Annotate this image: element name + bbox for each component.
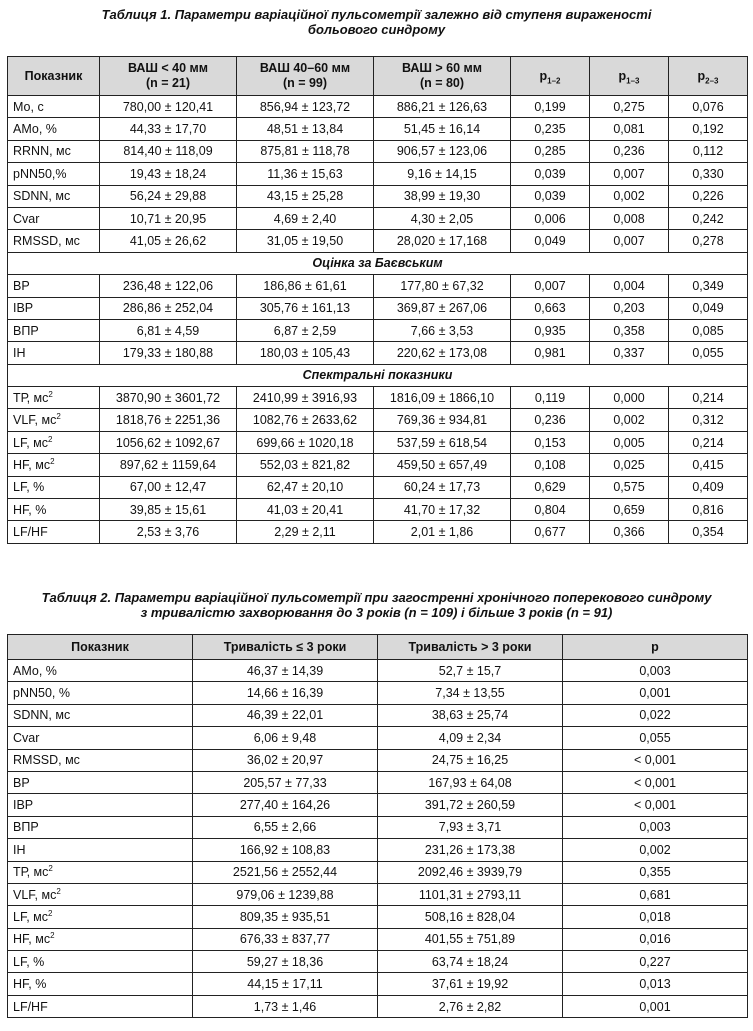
p23-cell: 0,349 — [669, 275, 748, 297]
table1-caption-line2: больового синдрому — [307, 22, 446, 37]
table1-header-group1: ВАШ < 40 мм (n = 21) — [100, 57, 237, 96]
table1-header-indicator: Показник — [8, 57, 100, 96]
indicator-cell: LF, % — [8, 951, 193, 973]
indicator-cell: ТР, $мс^2$ — [8, 387, 100, 409]
table1-header-p13: $p_{1-3}$ — [590, 57, 669, 96]
value-cell-short: 46,39 ± 22,01 — [193, 704, 378, 726]
table-row — [8, 499, 748, 521]
p-cell: 0,003 — [563, 816, 748, 838]
p-cell: 0,001 — [563, 682, 748, 704]
value-cell-short: 676,33 ± 837,77 — [193, 928, 378, 950]
table-row — [8, 96, 748, 118]
table-row — [8, 476, 748, 498]
value-cell-group1: 3870,90 ± 3601,72 — [100, 387, 237, 409]
table1 — [7, 56, 748, 544]
value-cell-group1: 19,43 ± 18,24 — [100, 163, 237, 185]
indicator-cell: Cvar — [8, 727, 193, 749]
value-cell-long: 2,76 ± 2,82 — [378, 995, 563, 1017]
value-cell-long: 63,74 ± 18,24 — [378, 951, 563, 973]
indicator-cell: ІВР — [8, 794, 193, 816]
p12-cell: 0,006 — [511, 207, 590, 229]
table-row — [8, 906, 748, 928]
p12-cell: 0,981 — [511, 342, 590, 364]
value-cell-group3: 769,36 ± 934,81 — [374, 409, 511, 431]
value-cell-short: 2521,56 ± 2552,44 — [193, 861, 378, 883]
p23-cell: 0,214 — [669, 431, 748, 453]
value-cell-group2: 856,94 ± 123,72 — [237, 96, 374, 118]
value-cell-group3: 177,80 ± 67,32 — [374, 275, 511, 297]
value-cell-long: 2092,46 ± 3939,79 — [378, 861, 563, 883]
table-row — [8, 342, 748, 364]
table2-header-p: p — [563, 635, 748, 660]
p12-cell: 0,677 — [511, 521, 590, 543]
table-row — [8, 727, 748, 749]
p13-cell: 0,025 — [590, 454, 669, 476]
value-cell-short: 809,35 ± 935,51 — [193, 906, 378, 928]
indicator-cell: ВР — [8, 275, 100, 297]
value-cell-long: 24,75 ± 16,25 — [378, 749, 563, 771]
p-cell: 0,016 — [563, 928, 748, 950]
table-row — [8, 951, 748, 973]
value-cell-short: 14,66 ± 16,39 — [193, 682, 378, 704]
value-cell-short: 166,92 ± 108,83 — [193, 839, 378, 861]
value-cell-short: 6,55 ± 2,66 — [193, 816, 378, 838]
p12-cell: 0,663 — [511, 297, 590, 319]
p-cell: 0,355 — [563, 861, 748, 883]
p12-cell: 0,153 — [511, 431, 590, 453]
value-cell-group2: 552,03 ± 821,82 — [237, 454, 374, 476]
value-cell-group1: 41,05 ± 26,62 — [100, 230, 237, 252]
p23-cell: 0,330 — [669, 163, 748, 185]
value-cell-group2: 4,69 ± 2,40 — [237, 207, 374, 229]
table-row — [8, 230, 748, 252]
p13-cell: 0,203 — [590, 297, 669, 319]
value-cell-long: 37,61 ± 19,92 — [378, 973, 563, 995]
table-row — [8, 409, 748, 431]
p13-cell: 0,007 — [590, 163, 669, 185]
p23-cell: 0,354 — [669, 521, 748, 543]
indicator-cell: SDNN, мс — [8, 704, 193, 726]
table1-header-p12: $p_{1-2}$ — [511, 57, 590, 96]
p23-cell: 0,112 — [669, 140, 748, 162]
indicator-cell: ВПР — [8, 816, 193, 838]
indicator-cell: Cvar — [8, 207, 100, 229]
table1-header-group3: ВАШ > 60 мм (n = 80) — [374, 57, 511, 96]
table-row — [8, 660, 748, 682]
value-cell-group1: 179,33 ± 180,88 — [100, 342, 237, 364]
p-cell: < 0,001 — [563, 749, 748, 771]
table-row — [8, 118, 748, 140]
table2 — [7, 634, 748, 1018]
p-cell: 0,002 — [563, 839, 748, 861]
table1-caption — [0, 7, 753, 37]
value-cell-group3: 886,21 ± 126,63 — [374, 96, 511, 118]
table-row — [8, 704, 748, 726]
indicator-cell: ІН — [8, 839, 193, 861]
p13-cell: 0,236 — [590, 140, 669, 162]
table-row — [8, 521, 748, 543]
value-cell-group2: 2410,99 ± 3916,93 — [237, 387, 374, 409]
p13-cell: 0,275 — [590, 96, 669, 118]
table1-header-row — [8, 57, 748, 96]
value-cell-long: 7,34 ± 13,55 — [378, 682, 563, 704]
p23-cell: 0,242 — [669, 207, 748, 229]
indicator-cell: ІВР — [8, 297, 100, 319]
table-row — [8, 454, 748, 476]
indicator-cell: Мо, с — [8, 96, 100, 118]
value-cell-short: 1,73 ± 1,46 — [193, 995, 378, 1017]
p23-cell: 0,192 — [669, 118, 748, 140]
table-row — [8, 140, 748, 162]
p23-cell: 0,816 — [669, 499, 748, 521]
section-row-spectral-title: Спектральні показники — [8, 364, 748, 386]
table-row — [8, 682, 748, 704]
p-cell: 0,003 — [563, 660, 748, 682]
indicator-cell: LF, $мс^2$ — [8, 906, 193, 928]
value-cell-group2: 2,29 ± 2,11 — [237, 521, 374, 543]
value-cell-group2: 41,03 ± 20,41 — [237, 499, 374, 521]
value-cell-group1: 10,71 ± 20,95 — [100, 207, 237, 229]
indicator-cell: HF, % — [8, 973, 193, 995]
indicator-cell: pNN50,% — [8, 163, 100, 185]
value-cell-group3: 2,01 ± 1,86 — [374, 521, 511, 543]
p12-cell: 0,236 — [511, 409, 590, 431]
table1-header-group2: ВАШ 40–60 мм (n = 99) — [237, 57, 374, 96]
p12-cell: 0,285 — [511, 140, 590, 162]
indicator-cell: LF, % — [8, 476, 100, 498]
table-row — [8, 839, 748, 861]
value-cell-long: 4,09 ± 2,34 — [378, 727, 563, 749]
value-cell-group2: 699,66 ± 1020,18 — [237, 431, 374, 453]
indicator-cell: LF/HF — [8, 521, 100, 543]
value-cell-long: 167,93 ± 64,08 — [378, 771, 563, 793]
p23-cell: 0,226 — [669, 185, 748, 207]
table-row — [8, 387, 748, 409]
value-cell-short: 44,15 ± 17,11 — [193, 973, 378, 995]
value-cell-group3: 38,99 ± 19,30 — [374, 185, 511, 207]
table-row — [8, 928, 748, 950]
table2-caption-line2: з тривалістю захворювання до 3 років (n = 109) і більше 3 років (n = 91) — [140, 605, 613, 620]
p23-cell: 0,055 — [669, 342, 748, 364]
table2-header-indicator: Показник — [8, 635, 193, 660]
value-cell-group3: 369,87 ± 267,06 — [374, 297, 511, 319]
value-cell-group1: 56,24 ± 29,88 — [100, 185, 237, 207]
indicator-cell: HF, $мс^2$ — [8, 928, 193, 950]
value-cell-group2: 62,47 ± 20,10 — [237, 476, 374, 498]
section-row-spectral — [8, 364, 748, 386]
p23-cell: 0,312 — [669, 409, 748, 431]
table-row — [8, 163, 748, 185]
value-cell-group2: 43,15 ± 25,28 — [237, 185, 374, 207]
p12-cell: 0,108 — [511, 454, 590, 476]
indicator-cell: RRNN, мс — [8, 140, 100, 162]
p23-cell: 0,214 — [669, 387, 748, 409]
p23-cell: 0,415 — [669, 454, 748, 476]
value-cell-group1: 44,33 ± 17,70 — [100, 118, 237, 140]
p13-cell: 0,005 — [590, 431, 669, 453]
value-cell-short: 979,06 ± 1239,88 — [193, 883, 378, 905]
table-row — [8, 185, 748, 207]
p-cell: 0,001 — [563, 995, 748, 1017]
value-cell-group1: 67,00 ± 12,47 — [100, 476, 237, 498]
value-cell-long: 401,55 ± 751,89 — [378, 928, 563, 950]
value-cell-group1: 2,53 ± 3,76 — [100, 521, 237, 543]
value-cell-group2: 31,05 ± 19,50 — [237, 230, 374, 252]
p-cell: < 0,001 — [563, 771, 748, 793]
table2-caption-line1: Таблиця 2. Параметри варіаційної пульсометрії при загостренні хронічного поперекового синдрому — [41, 590, 712, 605]
value-cell-group2: 875,81 ± 118,78 — [237, 140, 374, 162]
p-cell: 0,055 — [563, 727, 748, 749]
value-cell-short: 277,40 ± 164,26 — [193, 794, 378, 816]
p12-cell: 0,039 — [511, 163, 590, 185]
table-row — [8, 749, 748, 771]
value-cell-long: 52,7 ± 15,7 — [378, 660, 563, 682]
indicator-cell: ВР — [8, 771, 193, 793]
value-cell-group1: 1056,62 ± 1092,67 — [100, 431, 237, 453]
p12-cell: 0,039 — [511, 185, 590, 207]
p13-cell: 0,659 — [590, 499, 669, 521]
value-cell-group1: 780,00 ± 120,41 — [100, 96, 237, 118]
value-cell-group3: 459,50 ± 657,49 — [374, 454, 511, 476]
value-cell-group1: 897,62 ± 1159,64 — [100, 454, 237, 476]
table2-header-duration-short: Тривалість ≤ 3 роки — [193, 635, 378, 660]
p12-cell: 0,235 — [511, 118, 590, 140]
value-cell-group2: 1082,76 ± 2633,62 — [237, 409, 374, 431]
indicator-cell: HF, % — [8, 499, 100, 521]
indicator-cell: RMSSD, мс — [8, 749, 193, 771]
value-cell-group2: 305,76 ± 161,13 — [237, 297, 374, 319]
value-cell-short: 59,27 ± 18,36 — [193, 951, 378, 973]
p13-cell: 0,004 — [590, 275, 669, 297]
p-cell: 0,681 — [563, 883, 748, 905]
p23-cell: 0,049 — [669, 297, 748, 319]
value-cell-group2: 48,51 ± 13,84 — [237, 118, 374, 140]
value-cell-long: 391,72 ± 260,59 — [378, 794, 563, 816]
value-cell-group3: 906,57 ± 123,06 — [374, 140, 511, 162]
indicator-cell: RMSSD, мс — [8, 230, 100, 252]
p13-cell: 0,358 — [590, 319, 669, 341]
indicator-cell: LF/HF — [8, 995, 193, 1017]
value-cell-group3: 1816,09 ± 1866,10 — [374, 387, 511, 409]
value-cell-long: 508,16 ± 828,04 — [378, 906, 563, 928]
value-cell-group3: 220,62 ± 173,08 — [374, 342, 511, 364]
section-row-baevsky — [8, 252, 748, 274]
value-cell-group2: 186,86 ± 61,61 — [237, 275, 374, 297]
table-row — [8, 995, 748, 1017]
table2-caption — [0, 590, 753, 620]
value-cell-short: 36,02 ± 20,97 — [193, 749, 378, 771]
table2-header-row — [8, 635, 748, 660]
value-cell-long: 38,63 ± 25,74 — [378, 704, 563, 726]
table-row — [8, 431, 748, 453]
p12-cell: 0,804 — [511, 499, 590, 521]
p-cell: 0,018 — [563, 906, 748, 928]
p23-cell: 0,076 — [669, 96, 748, 118]
p13-cell: 0,337 — [590, 342, 669, 364]
indicator-cell: АМо, % — [8, 660, 193, 682]
value-cell-group1: 6,81 ± 4,59 — [100, 319, 237, 341]
p-cell: 0,022 — [563, 704, 748, 726]
value-cell-group2: 180,03 ± 105,43 — [237, 342, 374, 364]
value-cell-group2: 11,36 ± 15,63 — [237, 163, 374, 185]
value-cell-long: 1101,31 ± 2793,11 — [378, 883, 563, 905]
value-cell-short: 6,06 ± 9,48 — [193, 727, 378, 749]
p13-cell: 0,008 — [590, 207, 669, 229]
p23-cell: 0,085 — [669, 319, 748, 341]
p-cell: < 0,001 — [563, 794, 748, 816]
indicator-cell: VLF, $мс^2$ — [8, 883, 193, 905]
indicator-cell: ТР, $мс^2$ — [8, 861, 193, 883]
p12-cell: 0,199 — [511, 96, 590, 118]
p13-cell: 0,002 — [590, 185, 669, 207]
table-row — [8, 816, 748, 838]
p13-cell: 0,000 — [590, 387, 669, 409]
p-cell: 0,013 — [563, 973, 748, 995]
indicator-cell: LF, $мс^2$ — [8, 431, 100, 453]
p12-cell: 0,119 — [511, 387, 590, 409]
indicator-cell: HF, $мс^2$ — [8, 454, 100, 476]
value-cell-group1: 814,40 ± 118,09 — [100, 140, 237, 162]
table-row — [8, 973, 748, 995]
p13-cell: 0,007 — [590, 230, 669, 252]
p-cell: 0,227 — [563, 951, 748, 973]
value-cell-group3: 60,24 ± 17,73 — [374, 476, 511, 498]
value-cell-short: 46,37 ± 14,39 — [193, 660, 378, 682]
indicator-cell: ІН — [8, 342, 100, 364]
p12-cell: 0,007 — [511, 275, 590, 297]
value-cell-group3: 9,16 ± 14,15 — [374, 163, 511, 185]
p12-cell: 0,049 — [511, 230, 590, 252]
table-row — [8, 771, 748, 793]
value-cell-group1: 39,85 ± 15,61 — [100, 499, 237, 521]
value-cell-short: 205,57 ± 77,33 — [193, 771, 378, 793]
value-cell-group3: 537,59 ± 618,54 — [374, 431, 511, 453]
indicator-cell: pNN50, % — [8, 682, 193, 704]
value-cell-group3: 7,66 ± 3,53 — [374, 319, 511, 341]
table-row — [8, 319, 748, 341]
value-cell-long: 7,93 ± 3,71 — [378, 816, 563, 838]
p12-cell: 0,935 — [511, 319, 590, 341]
indicator-cell: ВПР — [8, 319, 100, 341]
table-row — [8, 207, 748, 229]
p13-cell: 0,081 — [590, 118, 669, 140]
value-cell-group3: 4,30 ± 2,05 — [374, 207, 511, 229]
value-cell-long: 231,26 ± 173,38 — [378, 839, 563, 861]
value-cell-group2: 6,87 ± 2,59 — [237, 319, 374, 341]
table2-header-duration-long: Тривалість > 3 роки — [378, 635, 563, 660]
p23-cell: 0,278 — [669, 230, 748, 252]
p13-cell: 0,002 — [590, 409, 669, 431]
p23-cell: 0,409 — [669, 476, 748, 498]
value-cell-group1: 286,86 ± 252,04 — [100, 297, 237, 319]
indicator-cell: VLF, $мс^2$ — [8, 409, 100, 431]
indicator-cell: SDNN, мс — [8, 185, 100, 207]
section-row-baevsky-title: Оцінка за Баєвським — [8, 252, 748, 274]
table-row — [8, 297, 748, 319]
indicator-cell: АМо, % — [8, 118, 100, 140]
table-row — [8, 883, 748, 905]
value-cell-group1: 1818,76 ± 2251,36 — [100, 409, 237, 431]
p12-cell: 0,629 — [511, 476, 590, 498]
table-row — [8, 861, 748, 883]
p13-cell: 0,366 — [590, 521, 669, 543]
value-cell-group3: 41,70 ± 17,32 — [374, 499, 511, 521]
value-cell-group3: 28,020 ± 17,168 — [374, 230, 511, 252]
table-row — [8, 275, 748, 297]
table1-header-p23: $p_{2-3}$ — [669, 57, 748, 96]
p13-cell: 0,575 — [590, 476, 669, 498]
table1-caption-line1: Таблиця 1. Параметри варіаційної пульсометрії залежно від ступеня вираженості — [101, 7, 652, 22]
table-row — [8, 794, 748, 816]
value-cell-group1: 236,48 ± 122,06 — [100, 275, 237, 297]
value-cell-group3: 51,45 ± 16,14 — [374, 118, 511, 140]
